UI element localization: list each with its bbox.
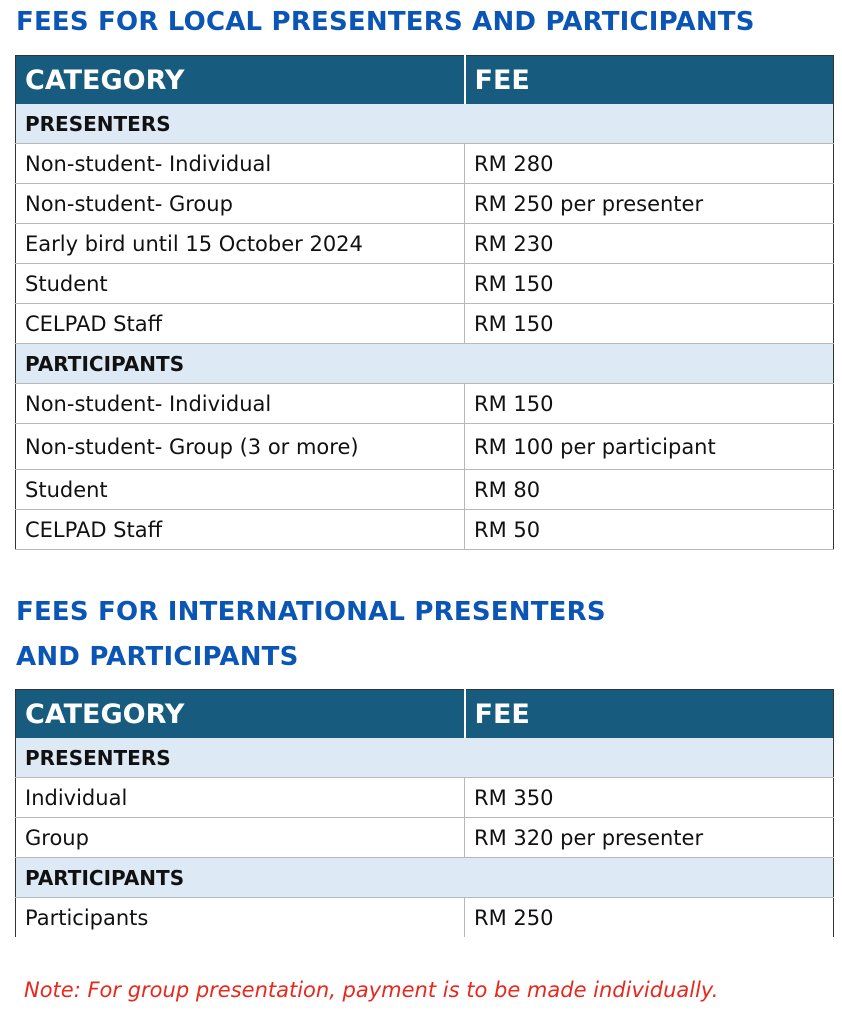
table-row (16, 144, 834, 184)
group-row-presenters (16, 738, 834, 778)
international-fees-title-line2: AND PARTICIPANTS (16, 642, 299, 672)
category-cell: CELPAD Staff (16, 510, 465, 550)
fee-cell: RM 150 (465, 384, 834, 424)
table-row (16, 424, 834, 470)
payment-note: Note: For group presentation, payment is to be made individually. (24, 978, 719, 1002)
category-cell: Group (16, 818, 465, 858)
fee-cell: RM 280 (465, 144, 834, 184)
table-header-row (16, 56, 834, 105)
column-header-category: CATEGORY (16, 56, 465, 105)
category-cell: Individual (16, 778, 465, 818)
fee-cell: RM 150 (465, 264, 834, 304)
column-header-category: CATEGORY (16, 690, 465, 739)
fee-cell: RM 50 (465, 510, 834, 550)
international-fees-title-line1: FEES FOR INTERNATIONAL PRESENTERS (16, 597, 606, 627)
table-row (16, 898, 834, 938)
category-cell: CELPAD Staff (16, 304, 465, 344)
group-label: PARTICIPANTS (16, 858, 834, 898)
table-row (16, 264, 834, 304)
category-cell: Early bird until 15 October 2024 (16, 224, 465, 264)
table-row (16, 384, 834, 424)
category-cell: Non-student- Group (3 or more) (16, 424, 465, 470)
fee-cell: RM 350 (465, 778, 834, 818)
local-fees-table (15, 55, 834, 550)
table-row (16, 304, 834, 344)
table-row (16, 470, 834, 510)
column-header-fee: FEE (465, 690, 834, 739)
column-header-fee: FEE (465, 56, 834, 105)
group-row-presenters (16, 104, 834, 144)
table-row (16, 818, 834, 858)
international-fees-table (15, 689, 834, 937)
table-row (16, 184, 834, 224)
fee-cell: RM 230 (465, 224, 834, 264)
table-row (16, 778, 834, 818)
fee-cell: RM 250 (465, 898, 834, 938)
group-row-participants (16, 344, 834, 384)
category-cell: Non-student- Individual (16, 384, 465, 424)
fee-cell: RM 150 (465, 304, 834, 344)
fee-cell: RM 320 per presenter (465, 818, 834, 858)
group-row-participants (16, 858, 834, 898)
group-label: PARTICIPANTS (16, 344, 834, 384)
table-header-row (16, 690, 834, 739)
category-cell: Student (16, 264, 465, 304)
group-label: PRESENTERS (16, 104, 834, 144)
table-row (16, 510, 834, 550)
category-cell: Student (16, 470, 465, 510)
local-fees-title: FEES FOR LOCAL PRESENTERS AND PARTICIPANTS (16, 7, 755, 37)
fee-cell: RM 80 (465, 470, 834, 510)
group-label: PRESENTERS (16, 738, 834, 778)
category-cell: Non-student- Individual (16, 144, 465, 184)
fee-cell: RM 250 per presenter (465, 184, 834, 224)
category-cell: Non-student- Group (16, 184, 465, 224)
table-row (16, 224, 834, 264)
fee-cell: RM 100 per participant (465, 424, 834, 470)
category-cell: Participants (25, 905, 149, 930)
